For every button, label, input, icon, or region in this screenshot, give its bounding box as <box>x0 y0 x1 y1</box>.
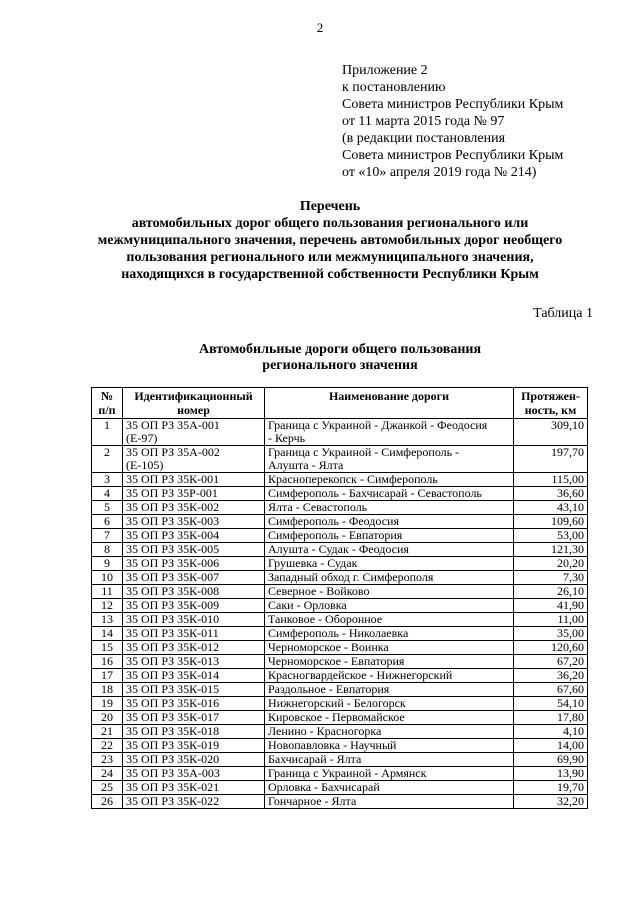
table-row <box>92 613 588 627</box>
table-row <box>92 473 588 487</box>
cell-identifier: 35 ОП РЗ 35К-014 <box>123 669 265 683</box>
cell-identifier: 35 ОП РЗ 35К-018 <box>123 725 265 739</box>
cell-road-name: Бахчисарай - Ялта <box>265 753 514 767</box>
cell-length: 41,90 <box>514 599 588 613</box>
cell-road-name: Грушевка - Судак <box>265 557 514 571</box>
cell-length: 11,00 <box>514 613 588 627</box>
cell-road-name: Гончарное - Ялта <box>265 795 514 809</box>
cell-identifier: 35 ОП РЗ 35А-003 <box>123 767 265 781</box>
cell-identifier: 35 ОП РЗ 35К-008 <box>123 585 265 599</box>
cell-length: 20,20 <box>514 557 588 571</box>
cell-length: 54,10 <box>514 697 588 711</box>
cell-length: 26,10 <box>514 585 588 599</box>
cell-number: 2 <box>92 446 123 473</box>
cell-road-name: Граница с Украиной - Симферополь - Алушта - Ялта <box>265 446 514 473</box>
cell-length: 121,30 <box>514 543 588 557</box>
cell-road-name: Новопавловка - Научный <box>265 739 514 753</box>
cell-road-name: Орловка - Бахчисарай <box>265 781 514 795</box>
document-title <box>60 198 600 283</box>
appendix-line: Совета министров Республики Крым <box>342 97 564 112</box>
appendix-line: Совета министров Республики Крым <box>342 148 564 163</box>
cell-number: 22 <box>92 739 123 753</box>
cell-identifier: 35 ОП РЗ 35К-006 <box>123 557 265 571</box>
cell-number: 9 <box>92 557 123 571</box>
cell-number: 15 <box>92 641 123 655</box>
cell-road-name: Симферополь - Бахчисарай - Севастополь <box>265 487 514 501</box>
table-row <box>92 767 588 781</box>
table-row <box>92 599 588 613</box>
cell-number: 19 <box>92 697 123 711</box>
cell-number: 24 <box>92 767 123 781</box>
cell-identifier: 35 ОП РЗ 35К-013 <box>123 655 265 669</box>
cell-identifier: 35 ОП РЗ 35К-005 <box>123 543 265 557</box>
appendix-line: от 11 марта 2015 года № 97 <box>342 114 505 129</box>
cell-identifier: 35 ОП РЗ 35К-002 <box>123 501 265 515</box>
cell-identifier: 35 ОП РЗ 35К-017 <box>123 711 265 725</box>
cell-length: 309,10 <box>514 419 588 446</box>
cell-identifier: 35 ОП РЗ 35К-001 <box>123 473 265 487</box>
appendix-line: от «10» апреля 2019 года № 214) <box>342 165 537 180</box>
table-row <box>92 487 588 501</box>
cell-number: 10 <box>92 571 123 585</box>
cell-number: 21 <box>92 725 123 739</box>
table-row <box>92 501 588 515</box>
cell-length: 36,60 <box>514 487 588 501</box>
cell-identifier: 35 ОП РЗ 35К-020 <box>123 753 265 767</box>
cell-identifier: 35 ОП РЗ 35К-009 <box>123 599 265 613</box>
cell-number: 3 <box>92 473 123 487</box>
cell-number: 17 <box>92 669 123 683</box>
cell-road-name: Граница с Украиной - Джанкой - Феодосия - Керчь <box>265 419 514 446</box>
title-line: межмуниципального значения, перечень автомобильных дорог необщего <box>97 233 563 248</box>
cell-number: 11 <box>92 585 123 599</box>
cell-number: 13 <box>92 613 123 627</box>
title-line: Перечень <box>299 199 361 214</box>
cell-road-name: Раздольное - Евпатория <box>265 683 514 697</box>
cell-identifier: 35 ОП РЗ 35К-003 <box>123 515 265 529</box>
cell-number: 26 <box>92 795 123 809</box>
table-row <box>92 739 588 753</box>
table-row <box>92 781 588 795</box>
cell-length: 43,10 <box>514 501 588 515</box>
appendix-line: к постановлению <box>342 80 446 95</box>
table-row <box>92 515 588 529</box>
cell-length: 14,00 <box>514 739 588 753</box>
cell-road-name: Западный обход г. Симферополя <box>265 571 514 585</box>
cell-length: 69,90 <box>514 753 588 767</box>
cell-road-name: Симферополь - Евпатория <box>265 529 514 543</box>
page-number: 2 <box>316 20 324 35</box>
cell-number: 5 <box>92 501 123 515</box>
cell-road-name: Саки - Орловка <box>265 599 514 613</box>
header-road-name: Наименование дороги <box>265 388 514 419</box>
cell-road-name: Танковое - Оборонное <box>265 613 514 627</box>
cell-identifier: 35 ОП РЗ 35К-004 <box>123 529 265 543</box>
cell-number: 1 <box>92 419 123 446</box>
cell-identifier: 35 ОП РЗ 35А-001 (Е-97) <box>123 419 265 446</box>
cell-road-name: Ялта - Севастополь <box>265 501 514 515</box>
table-row <box>92 711 588 725</box>
cell-number: 25 <box>92 781 123 795</box>
cell-length: 197,70 <box>514 446 588 473</box>
table-row <box>92 529 588 543</box>
cell-road-name: Северное - Войково <box>265 585 514 599</box>
header-number: № п/п <box>92 388 123 419</box>
cell-length: 17,80 <box>514 711 588 725</box>
cell-number: 7 <box>92 529 123 543</box>
cell-length: 120,60 <box>514 641 588 655</box>
cell-road-name: Красногвардейское - Нижнегорский <box>265 669 514 683</box>
cell-road-name: Симферополь - Феодосия <box>265 515 514 529</box>
cell-identifier: 35 ОП РЗ 35К-015 <box>123 683 265 697</box>
appendix-line: (в редакции постановления <box>342 131 506 146</box>
cell-identifier: 35 ОП РЗ 35К-019 <box>123 739 265 753</box>
cell-road-name: Алушта - Судак - Феодосия <box>265 543 514 557</box>
cell-identifier: 35 ОП РЗ 35К-007 <box>123 571 265 585</box>
cell-length: 13,90 <box>514 767 588 781</box>
cell-length: 115,00 <box>514 473 588 487</box>
appendix-block <box>342 62 563 181</box>
table-row <box>92 697 588 711</box>
table-row <box>92 725 588 739</box>
table-row <box>92 543 588 557</box>
table-row <box>92 419 588 446</box>
cell-length: 67,20 <box>514 655 588 669</box>
cell-road-name: Нижнегорский - Белогорск <box>265 697 514 711</box>
cell-road-name: Красноперекопск - Симферополь <box>265 473 514 487</box>
cell-road-name: Ленино - Красногорка <box>265 725 514 739</box>
cell-length: 7,30 <box>514 571 588 585</box>
cell-length: 53,00 <box>514 529 588 543</box>
cell-length: 19,70 <box>514 781 588 795</box>
table-row <box>92 655 588 669</box>
cell-number: 4 <box>92 487 123 501</box>
cell-identifier: 35 ОП РЗ 35К-021 <box>123 781 265 795</box>
title-line: автомобильных дорог общего пользования регионального или <box>131 216 529 231</box>
cell-identifier: 35 ОП РЗ 35К-016 <box>123 697 265 711</box>
header-identifier: Идентификационный номер <box>123 388 265 419</box>
cell-identifier: 35 ОП РЗ 35К-022 <box>123 795 265 809</box>
table-title <box>150 342 530 374</box>
cell-road-name: Симферополь - Николаевка <box>265 627 514 641</box>
cell-road-name: Граница с Украиной - Армянск <box>265 767 514 781</box>
table-row <box>92 571 588 585</box>
cell-length: 32,20 <box>514 795 588 809</box>
cell-length: 36,20 <box>514 669 588 683</box>
cell-identifier: 35 ОП РЗ 35К-012 <box>123 641 265 655</box>
cell-road-name: Кировское - Первомайское <box>265 711 514 725</box>
appendix-line: Приложение 2 <box>342 63 428 78</box>
cell-number: 20 <box>92 711 123 725</box>
table-header-row <box>92 388 588 419</box>
table-title-line: регионального значения <box>262 358 418 373</box>
cell-number: 18 <box>92 683 123 697</box>
table-row <box>92 795 588 809</box>
table-row <box>92 753 588 767</box>
table-title-line: Автомобильные дороги общего пользования <box>198 342 482 357</box>
table-row <box>92 627 588 641</box>
cell-number: 14 <box>92 627 123 641</box>
table-label: Таблица 1 <box>533 306 593 321</box>
cell-length: 35,00 <box>514 627 588 641</box>
cell-identifier: 35 ОП РЗ 35К-011 <box>123 627 265 641</box>
table-row <box>92 557 588 571</box>
table-row <box>92 669 588 683</box>
cell-identifier: 35 ОП РЗ 35К-010 <box>123 613 265 627</box>
cell-road-name: Черноморское - Евпатория <box>265 655 514 669</box>
header-length: Протяжен- ность, км <box>514 388 588 419</box>
table-row <box>92 683 588 697</box>
cell-number: 12 <box>92 599 123 613</box>
roads-table-body <box>92 419 588 809</box>
cell-identifier: 35 ОП РЗ 35Р-001 <box>123 487 265 501</box>
cell-number: 16 <box>92 655 123 669</box>
cell-identifier: 35 ОП РЗ 35А-002 (Е-105) <box>123 446 265 473</box>
title-line: находящихся в государственной собственности Республики Крым <box>121 267 539 282</box>
cell-number: 23 <box>92 753 123 767</box>
roads-table <box>91 387 588 809</box>
table-row <box>92 585 588 599</box>
cell-number: 6 <box>92 515 123 529</box>
cell-length: 67,60 <box>514 683 588 697</box>
cell-length: 4,10 <box>514 725 588 739</box>
cell-length: 109,60 <box>514 515 588 529</box>
cell-road-name: Черноморское - Воинка <box>265 641 514 655</box>
table-row <box>92 446 588 473</box>
cell-number: 8 <box>92 543 123 557</box>
table-row <box>92 641 588 655</box>
title-line: пользования регионального или межмуниципального значения, <box>126 250 534 265</box>
